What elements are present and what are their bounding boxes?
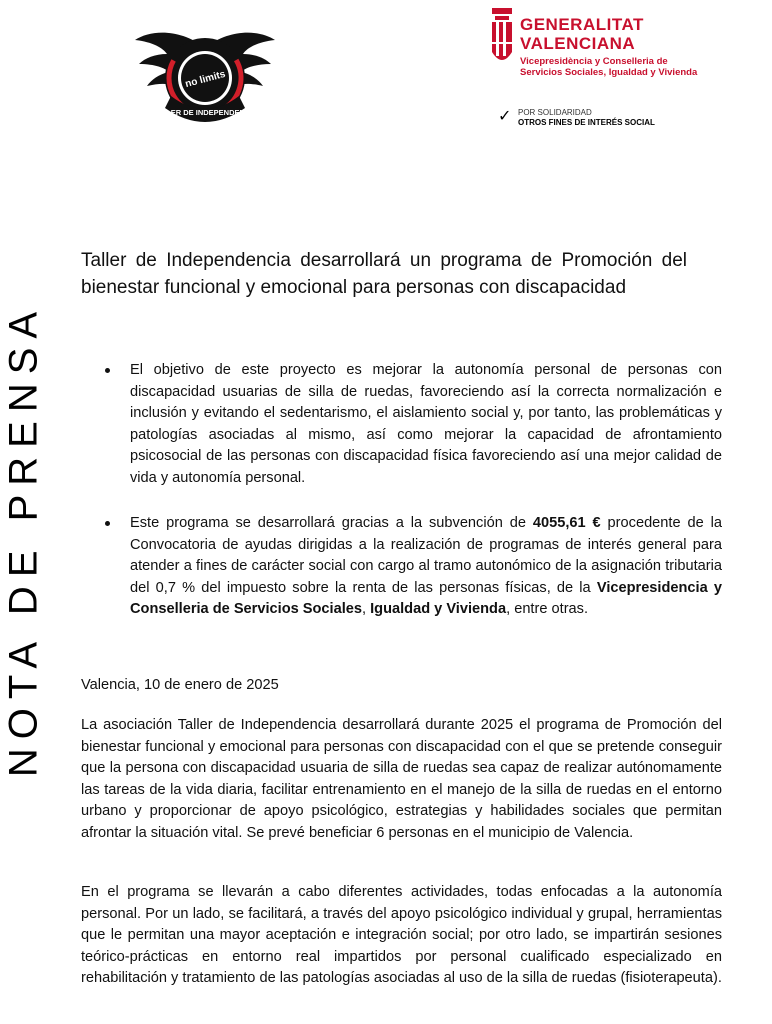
dateline: Valencia, 10 de enero de 2025 [81,677,279,693]
bullet-text-2 [130,513,722,621]
generalitat-valenciana-logo [490,6,720,127]
bullet-item [105,360,722,489]
gv-title [520,15,644,53]
bullet2-separator: , [362,601,371,617]
bullet-dot-icon [105,368,110,373]
bullet-dot-icon [105,521,110,526]
entity-name-1: Vicepresidencia y Conselleria de Servicios Sociales [130,579,722,617]
press-title: Taller de Independencia desarrollará un programa de Promoción del bienestar funcional y emocional para personas con discapacidad [81,250,687,298]
summary-bullets [105,360,722,621]
body-paragraph-1: La asociación Taller de Independencia desarrollará durante 2025 el programa de Promoción del bienestar funcional y emocional para personas con discapacidad con el que se pretende conseguir que la persona con discapacidad usuaria de silla de ruedas sea capaz de realizar autónomamente las tareas de la vida diaria, facilitar entrenamiento en el manejo de la silla de ruedas en el entorno urbano y proporcionar de apoyo psicológico, estrategias y habilidades sociales que permitan afrontar la situación vital. Se prevé beneficiar 6 personas en el municipio de Valencia. [81,717,722,841]
side-label [0,260,48,820]
bullet-text-1: El objetivo de este proyecto es mejorar la autonomía personal de personas con discapacidad usuarias de silla de ruedas, favoreciendo así la correcta normalización e inclusión y evitando el sedentarismo, el aislamiento social y, por tanto, las problemáticas y patologías asociadas al mismo, así como mejorar la capacidad de afrontamiento psicosocial de las personas con discapacidad física favoreciendo así una mejor calidad de vida y autonomía personal. [130,362,722,486]
gv-sub-line2: Servicios Sociales, Igualdad y Vivienda [520,67,698,78]
gv-sub-line1: Vicepresidència y Conselleria de [520,56,668,67]
logo-text-taller: TALLER DE INDEPENDENCIA [152,108,258,117]
bullet2-part3: , entre otras. [506,601,589,617]
bullet2-part1: Este programa se desarrollará gracias a la subvención de [130,515,533,531]
bullet2-part2: procedente de la Convocatoria de ayudas dirigidas a la realización de programas de interés general para atender a fines de carácter social con cargo al tramo autonómico de la asignación tributaria del 0,7 % del impuesto sobre la renta de las personas físicas, de la [130,515,722,596]
body-paragraph-2: En el programa se llevarán a cabo diferentes actividades, todas enfocadas a la autonomía personal. Por un lado, se facilitará, a través del apoyo psicológico individual y grupal, herramientas que le permitan una mayor aceptación e integración social; por otro lado, se impartirán sesiones teórico-prácticas en entorno real impartidos por personal cualificado especializado en rehabilitación y tratamiento de las patologías asociadas al uso de la silla de ruedas (fisioterapeuta). [81,884,722,986]
bullet-item [105,513,722,621]
solidarity-line2: OTROS FINES DE INTERÉS SOCIAL [518,118,655,127]
logo-text-no-limits: no limits [184,68,227,91]
side-label-text: NOTA DE PRENSA [1,302,46,778]
gv-title-line2: VALENCIANA [520,34,636,53]
checkmark-icon: ✓ [498,108,512,125]
gv-emblem-icon [490,8,514,68]
gv-title-line1: GENERALITAT [520,15,644,34]
taller-independencia-logo [135,18,275,130]
solidarity-line1: POR SOLIDARIDAD [518,108,592,117]
solidarity-badge [490,106,720,132]
gv-subtitle [520,56,697,78]
grant-amount: 4055,61 € [532,515,601,531]
entity-name-2: Igualdad y Vivienda [370,601,507,617]
